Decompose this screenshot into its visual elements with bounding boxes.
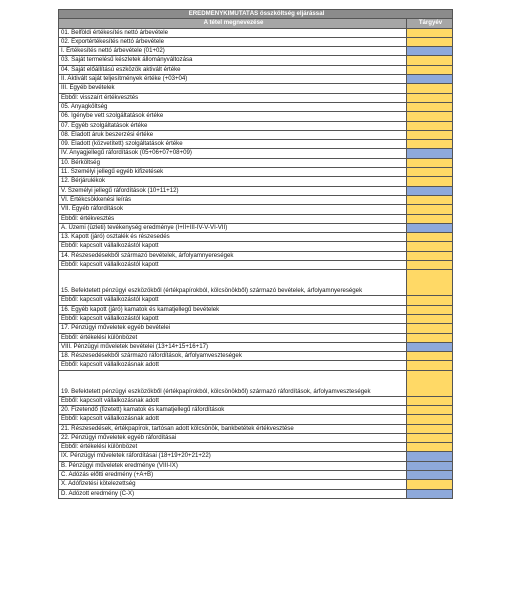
row-label: IX. Pénzügyi műveletek ráfordításai (18+19+20+21+22) (59, 452, 407, 461)
income-statement-table (58, 9, 453, 499)
statement-title: EREDMÉNYKIMUTATÁS összköltség eljárással (59, 10, 453, 19)
table-row (59, 433, 453, 442)
table-row (59, 233, 453, 242)
input-value-cell[interactable] (407, 324, 453, 333)
input-value-cell[interactable] (407, 261, 453, 270)
table-row (59, 102, 453, 111)
input-value-cell[interactable] (407, 37, 453, 46)
input-value-cell[interactable] (407, 251, 453, 260)
table-row (59, 186, 453, 195)
input-value-cell[interactable] (407, 424, 453, 433)
table-row (59, 56, 453, 65)
input-value-cell[interactable] (407, 405, 453, 414)
table-row (59, 149, 453, 158)
input-value-cell[interactable] (407, 140, 453, 149)
table-row (59, 37, 453, 46)
input-value-cell[interactable] (407, 296, 453, 305)
row-label: 15. Befektetett pénzügyi eszközökből (értékpapírokból, kölcsönökből) származó bevételek, árfolyamnyereségek (59, 270, 407, 296)
row-label: 13. Kapott (járó) osztalék és részesedés (59, 233, 407, 242)
row-label: 08. Eladott áruk beszerzési értéke (59, 130, 407, 139)
table-row (59, 305, 453, 314)
input-value-cell[interactable] (407, 205, 453, 214)
table-row (59, 112, 453, 121)
row-label: Ebből: kapcsolt vállalkozástól kapott (59, 314, 407, 323)
input-value-cell[interactable] (407, 370, 453, 396)
table-row (59, 261, 453, 270)
row-label: 19. Befektetett pénzügyi eszközökből (értékpapírokból, kölcsönökből) származó ráfordítások, árfolyamveszteségek (59, 370, 407, 396)
row-label: 02. Exportértékesítés nettó árbevétele (59, 37, 407, 46)
table-row (59, 489, 453, 498)
input-value-cell[interactable] (407, 361, 453, 370)
table-row (59, 342, 453, 351)
row-label: 06. Igénybe vett szolgáltatások értéke (59, 112, 407, 121)
table-row (59, 270, 453, 296)
table-row (59, 324, 453, 333)
table-row (59, 84, 453, 93)
row-label: Ebből: visszaírt értékvesztés (59, 93, 407, 102)
table-row (59, 296, 453, 305)
computed-value-cell (407, 342, 453, 351)
row-label: Ebből: értékvesztés (59, 214, 407, 223)
computed-value-cell (407, 452, 453, 461)
row-label: 11. Személyi jellegű egyéb kifizetések (59, 168, 407, 177)
row-label: 10. Bérköltség (59, 158, 407, 167)
table-row (59, 461, 453, 470)
table-row (59, 205, 453, 214)
row-label: V. Személyi jellegű ráfordítások (10+11+12) (59, 186, 407, 195)
table-row (59, 223, 453, 232)
row-label: Ebből: kapcsolt vállalkozástól kapott (59, 296, 407, 305)
table-row (59, 168, 453, 177)
row-label: A. Üzemi (üzleti) tevékenység eredménye (I+II+III-IV-V-VI-VII) (59, 223, 407, 232)
table-row (59, 121, 453, 130)
input-value-cell[interactable] (407, 443, 453, 452)
input-value-cell[interactable] (407, 233, 453, 242)
input-value-cell[interactable] (407, 352, 453, 361)
row-label: D. Adózott eredmény (C-X) (59, 489, 407, 498)
row-label: VI. Értékcsökkenési leírás (59, 195, 407, 204)
table-row (59, 140, 453, 149)
column-header-value: Tárgyév (407, 19, 453, 28)
table-row (59, 361, 453, 370)
row-label: Ebből: kapcsolt vállalkozástól kapott (59, 261, 407, 270)
row-label: Ebből: kapcsolt vállalkozásnak adott (59, 415, 407, 424)
input-value-cell[interactable] (407, 177, 453, 186)
input-value-cell[interactable] (407, 415, 453, 424)
row-label: Ebből: kapcsolt vállalkozásnak adott (59, 396, 407, 405)
column-header-item: A tétel megnevezése (59, 19, 407, 28)
input-value-cell[interactable] (407, 433, 453, 442)
row-label: B. Pénzügyi műveletek eredménye (VIII-IX) (59, 461, 407, 470)
row-label: IV. Anyagjellegű ráfordítások (05+06+07+08+09) (59, 149, 407, 158)
row-label: 17. Pénzügyi műveletek egyéb bevételei (59, 324, 407, 333)
row-label: 09. Eladott (közvetített) szolgáltatások értéke (59, 140, 407, 149)
row-label: II. Aktivált saját teljesítmények értéke (+03+04) (59, 75, 407, 84)
table-row (59, 158, 453, 167)
input-value-cell[interactable] (407, 112, 453, 121)
row-label: III. Egyéb bevételek (59, 84, 407, 93)
column-header-row (59, 19, 453, 28)
row-label: VII. Egyéb ráfordítások (59, 205, 407, 214)
input-value-cell[interactable] (407, 242, 453, 251)
input-value-cell[interactable] (407, 214, 453, 223)
row-label: 18. Részesedésekből származó ráfordítások, árfolyamveszteségek (59, 352, 407, 361)
title-row (59, 10, 453, 19)
computed-value-cell (407, 489, 453, 498)
input-value-cell[interactable] (407, 56, 453, 65)
row-label: C. Adózás előtti eredmény (+A+B) (59, 471, 407, 480)
input-value-cell[interactable] (407, 396, 453, 405)
table-row (59, 47, 453, 56)
input-value-cell[interactable] (407, 270, 453, 296)
table-row (59, 251, 453, 260)
row-label: 14. Részesedésekből származó bevételek, árfolyamnyereségek (59, 251, 407, 260)
row-label: 03. Saját termelésű készletek állományváltozása (59, 56, 407, 65)
input-value-cell[interactable] (407, 84, 453, 93)
input-value-cell[interactable] (407, 480, 453, 489)
computed-value-cell (407, 186, 453, 195)
table-row (59, 471, 453, 480)
table-row (59, 452, 453, 461)
input-value-cell[interactable] (407, 168, 453, 177)
table-row (59, 130, 453, 139)
input-value-cell[interactable] (407, 65, 453, 74)
table-row (59, 333, 453, 342)
computed-value-cell (407, 223, 453, 232)
table-row (59, 370, 453, 396)
input-value-cell[interactable] (407, 121, 453, 130)
table-row (59, 314, 453, 323)
table-body (59, 10, 453, 499)
table-row (59, 424, 453, 433)
row-label: Ebből: kapcsolt vállalkozástól kapott (59, 242, 407, 251)
input-value-cell[interactable] (407, 93, 453, 102)
input-value-cell[interactable] (407, 333, 453, 342)
table-row (59, 28, 453, 37)
input-value-cell[interactable] (407, 314, 453, 323)
row-label: 20. Fizetendő (fizetett) kamatok és kamatjellegű ráfordítások (59, 405, 407, 414)
table-row (59, 65, 453, 74)
table-row (59, 75, 453, 84)
table-row (59, 177, 453, 186)
row-label: 16. Egyéb kapott (járó) kamatok és kamatjellegű bevételek (59, 305, 407, 314)
table-row (59, 443, 453, 452)
computed-value-cell (407, 461, 453, 470)
table-row (59, 93, 453, 102)
table-row (59, 405, 453, 414)
input-value-cell[interactable] (407, 305, 453, 314)
row-label: 05. Anyagköltség (59, 102, 407, 111)
row-label: 22. Pénzügyi műveletek egyéb ráfordításai (59, 433, 407, 442)
computed-value-cell (407, 47, 453, 56)
input-value-cell[interactable] (407, 158, 453, 167)
row-label: I. Értékesítés nettó árbevétele (01+02) (59, 47, 407, 56)
row-label: X. Adófizetési kötelezettség (59, 480, 407, 489)
row-label: Ebből: kapcsolt vállalkozásnak adott (59, 361, 407, 370)
table-row (59, 415, 453, 424)
row-label: 07. Egyéb szolgáltatások értéke (59, 121, 407, 130)
row-label: 04. Saját előállítású eszközök aktivált értéke (59, 65, 407, 74)
input-value-cell[interactable] (407, 28, 453, 37)
table-row (59, 242, 453, 251)
row-label: 01. Belföldi értékesítés nettó árbevétele (59, 28, 407, 37)
input-value-cell[interactable] (407, 102, 453, 111)
row-label: 21. Részesedések, értékpapírok, tartósan adott kölcsönök, bankbetétek értékvesztése (59, 424, 407, 433)
row-label: Ebből: értékelési különbözet (59, 333, 407, 342)
row-label: 12. Bérjárulékok (59, 177, 407, 186)
table-row (59, 214, 453, 223)
computed-value-cell (407, 149, 453, 158)
row-label: Ebből: értékelési különbözet (59, 443, 407, 452)
computed-value-cell (407, 471, 453, 480)
input-value-cell[interactable] (407, 195, 453, 204)
table-row (59, 352, 453, 361)
table-row (59, 396, 453, 405)
input-value-cell[interactable] (407, 130, 453, 139)
computed-value-cell (407, 75, 453, 84)
table-row (59, 195, 453, 204)
table-row (59, 480, 453, 489)
row-label: VIII. Pénzügyi műveletek bevételei (13+14+15+16+17) (59, 342, 407, 351)
